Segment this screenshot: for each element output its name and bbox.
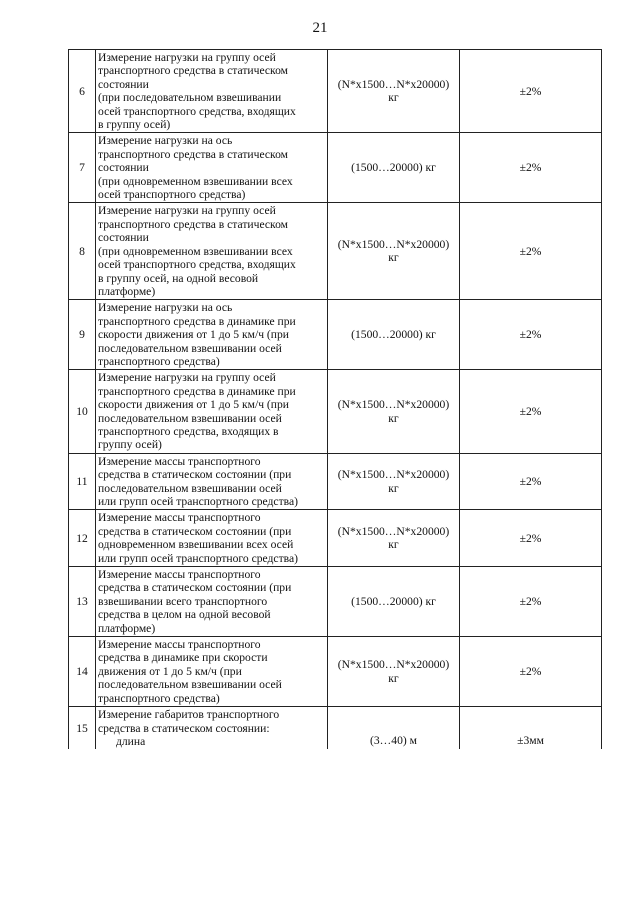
table-row [69, 637, 602, 707]
measurement-range [328, 203, 460, 300]
table-row [69, 50, 602, 133]
range-line: (N*х1500…N*х20000) [337, 468, 450, 482]
measurement-description [96, 203, 328, 300]
measurement-accuracy: ±2% [460, 637, 602, 707]
measurement-description [96, 510, 328, 567]
description-line: средства в статическом состоянии: [98, 721, 270, 735]
measurement-accuracy: ±2% [460, 203, 602, 300]
table-row [69, 453, 602, 510]
description-line: одновременном взвешивании всех осей [98, 538, 294, 552]
description-line: средства в динамике при скорости [98, 651, 268, 665]
description-line: Измерение нагрузки на ось [98, 301, 233, 315]
table-row [69, 510, 602, 567]
range-line: кг [388, 481, 399, 495]
measurement-accuracy: ±2% [460, 453, 602, 510]
range-line: кг [388, 671, 399, 685]
measurement-range [328, 453, 460, 510]
measurement-range [328, 300, 460, 370]
range-line: (N*х1500…N*х20000) [337, 77, 450, 91]
measurement-range [328, 510, 460, 567]
description-line: Измерение нагрузки на ось [98, 134, 233, 148]
description-line: транспортного средства) [98, 691, 220, 705]
specification-table [68, 49, 602, 749]
description-line: транспортного средства, входящих в [98, 424, 279, 438]
description-line: Измерение габаритов транспортного [98, 708, 280, 722]
measurement-range [328, 50, 460, 133]
description-line: в группу осей, на одной весовой [98, 271, 259, 285]
range-line: кг [388, 251, 399, 265]
range-line: (N*х1500…N*х20000) [337, 398, 450, 412]
description-line: состоянии [98, 231, 149, 245]
row-number: 8 [69, 203, 96, 300]
measurement-accuracy: ±3мм [460, 707, 602, 750]
description-line: последовательном взвешивании осей [98, 481, 282, 495]
range-line: (1500…20000) кг [351, 594, 436, 608]
description-line: транспортного средства) [98, 354, 220, 368]
description-line: группу осей) [98, 438, 162, 452]
range-line: (1500…20000) кг [351, 328, 436, 342]
description-line: платформе) [98, 284, 156, 298]
range-line: (N*х1500…N*х20000) [337, 237, 450, 251]
description-line: транспортного средства в статическом [98, 64, 288, 78]
table-row [69, 300, 602, 370]
measurement-description [96, 133, 328, 203]
description-line: Измерение нагрузки на группу осей [98, 204, 276, 218]
description-subitem: длина [116, 734, 146, 748]
description-line: транспортного средства в динамике при [98, 384, 296, 398]
row-number: 6 [69, 50, 96, 133]
description-line: или групп осей транспортного средства) [98, 495, 298, 508]
description-line: последовательном взвешивании осей [98, 411, 282, 425]
measurement-range [328, 370, 460, 453]
description-line: транспортного средства в динамике при [98, 314, 296, 328]
measurement-accuracy: ±2% [460, 300, 602, 370]
description-line: последовательном взвешивании осей [98, 341, 282, 355]
row-number: 14 [69, 637, 96, 707]
row-number: 15 [69, 707, 96, 750]
description-line: Измерение массы транспортного [98, 454, 261, 468]
description-line: состоянии [98, 161, 149, 175]
measurement-range [328, 707, 460, 750]
row-number: 9 [69, 300, 96, 370]
table-row [69, 133, 602, 203]
table-row [69, 370, 602, 453]
description-line: или групп осей транспортного средства) [98, 551, 298, 565]
description-line: (при одновременном взвешивании всех [98, 174, 293, 188]
description-line: средства в статическом состоянии (при [98, 524, 292, 538]
description-line: в группу осей) [98, 118, 171, 132]
description-line: средства в статическом состоянии (при [98, 468, 292, 482]
description-line: Измерение нагрузки на группу осей [98, 51, 276, 64]
table-row [69, 707, 602, 750]
measurement-range [328, 637, 460, 707]
description-line: состоянии [98, 77, 149, 91]
range-line: (N*х1500…N*х20000) [337, 658, 450, 672]
description-line: Измерение массы транспортного [98, 638, 261, 652]
range-line: кг [388, 411, 399, 425]
range-line: (1500…20000) кг [351, 161, 436, 175]
specification-table-body [69, 50, 602, 750]
measurement-range [328, 567, 460, 637]
description-line: взвешивании всего транспортного [98, 594, 268, 608]
range-line: (3…40) м [370, 733, 417, 747]
page-number: 21 [312, 20, 328, 36]
measurement-description [96, 707, 328, 750]
measurement-description [96, 453, 328, 510]
description-line: Измерение нагрузки на группу осей [98, 371, 276, 385]
measurement-description [96, 370, 328, 453]
description-line: средства в статическом состоянии (при [98, 581, 292, 595]
table-row [69, 567, 602, 637]
measurement-accuracy: ±2% [460, 567, 602, 637]
description-line: средства в целом на одной весовой [98, 608, 271, 622]
description-line: последовательном взвешивании осей [98, 678, 282, 692]
measurement-description [96, 567, 328, 637]
description-line: Измерение массы транспортного [98, 511, 261, 525]
measurement-description [96, 300, 328, 370]
row-number: 12 [69, 510, 96, 567]
range-line: кг [388, 91, 399, 105]
measurement-accuracy: ±2% [460, 370, 602, 453]
table-row [69, 203, 602, 300]
description-line: скорости движения от 1 до 5 км/ч (при [98, 328, 289, 342]
description-line: осей транспортного средства) [98, 188, 246, 202]
description-line: транспортного средства в статическом [98, 147, 288, 161]
description-line: Измерение массы транспортного [98, 568, 261, 582]
row-number: 13 [69, 567, 96, 637]
description-line: скорости движения от 1 до 5 км/ч (при [98, 398, 289, 412]
measurement-accuracy: ±2% [460, 133, 602, 203]
description-line: (при одновременном взвешивании всех [98, 244, 293, 258]
description-line: (при последовательном взвешивании [98, 91, 282, 105]
row-number: 11 [69, 453, 96, 510]
description-line: транспортного средства в статическом [98, 217, 288, 231]
measurement-accuracy: ±2% [460, 50, 602, 133]
measurement-description [96, 50, 328, 133]
range-line: кг [388, 538, 399, 552]
measurement-range [328, 133, 460, 203]
measurement-accuracy: ±2% [460, 510, 602, 567]
row-number: 10 [69, 370, 96, 453]
description-line: осей транспортного средства, входящих [98, 258, 296, 272]
measurement-description [96, 637, 328, 707]
description-line: платформе) [98, 621, 156, 635]
row-number: 7 [69, 133, 96, 203]
description-line: осей транспортного средства, входящих [98, 104, 296, 118]
range-line: (N*х1500…N*х20000) [337, 524, 450, 538]
description-line: движения от 1 до 5 км/ч (при [98, 664, 242, 678]
